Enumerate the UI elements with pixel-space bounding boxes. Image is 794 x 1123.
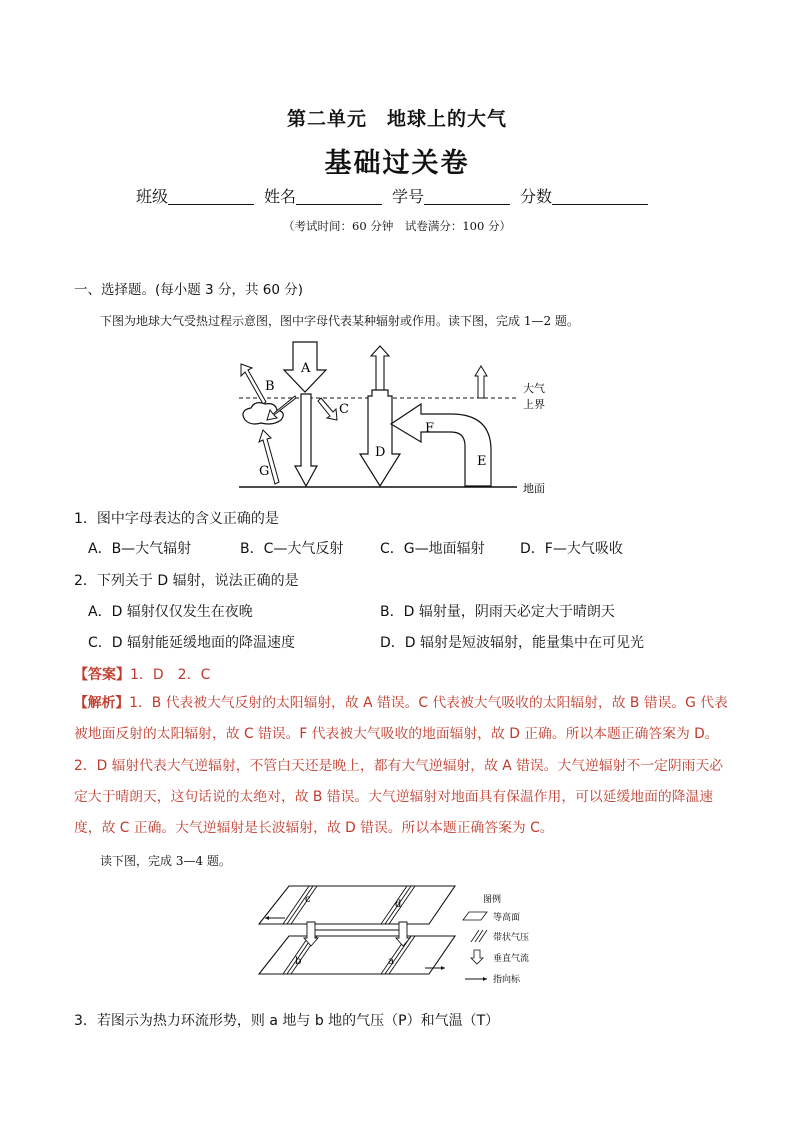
- figure2-intro: 读下图，完成 3—4 题。: [100, 854, 231, 868]
- analysis-line-3: 2．D 辐射代表大气逆辐射，不管白天还是晚上，都有大气逆辐射，故 A 错误。大气逆辐射不一定阴雨天必: [74, 758, 724, 774]
- arrow-up-atmosphere: [371, 346, 389, 390]
- label-ground: 地面: [523, 482, 545, 495]
- label-c: c: [305, 894, 311, 905]
- label-A: A: [301, 361, 311, 376]
- figure1-diagram: [225, 340, 565, 498]
- arrow-E-F: [391, 404, 491, 486]
- analysis-tag: 【解析】: [74, 695, 130, 711]
- q2-option-a[interactable]: A．D 辐射仅仅发生在夜晚: [88, 604, 253, 620]
- section-heading: 一、选择题。(每小题 3 分，共 60 分): [74, 282, 303, 298]
- label-G: G: [259, 464, 270, 479]
- label-B: B: [265, 379, 275, 394]
- label-d: d: [395, 899, 402, 910]
- answer-text: 1．D 2．C: [130, 667, 211, 683]
- question-1: 1．图中字母表达的含义正确的是: [74, 511, 279, 527]
- arrow-A-to-ground: [295, 394, 317, 486]
- legend-swatch-isobaric: [463, 912, 487, 920]
- arrow-C: [318, 398, 337, 420]
- student-info-line: [136, 184, 648, 207]
- analysis-line-1: [74, 694, 728, 712]
- field-class-blank[interactable]: [168, 188, 254, 205]
- label-atmosphere-top-1: 大气: [523, 382, 545, 395]
- question-2: 2．下列关于 D 辐射，说法正确的是: [74, 573, 299, 589]
- arrow-up-ground-escape: [475, 366, 487, 398]
- question-3: 3．若图示为热力环流形势，则 a 地与 b 地的气压（P）和气温（T）: [74, 1013, 500, 1029]
- figure2-diagram: [255, 880, 555, 992]
- field-score-blank[interactable]: [552, 188, 648, 205]
- arrow-D: [360, 390, 400, 486]
- label-a: a: [388, 956, 394, 967]
- label-D: D: [375, 445, 386, 460]
- answer-tag: 【答案】: [74, 667, 130, 683]
- field-score-label: 分数: [520, 187, 553, 206]
- upper-isobaric-surface: [259, 886, 455, 924]
- label-atmosphere-top-2: 上界: [523, 398, 545, 411]
- analysis-line-2: 被地面反射的太阳辐射，故 C 错误。F 代表被大气吸收的地面辐射，故 D 正确。所以本题正确答案为 D。: [74, 726, 719, 742]
- legend-item-indicator: 指向标: [493, 975, 521, 985]
- label-b: b: [295, 956, 302, 967]
- field-class-label: 班级: [136, 187, 169, 206]
- analysis-line-5: 度，故 C 正确。大气逆辐射是长波辐射，故 D 错误。所以本题正确答案为 C。: [74, 820, 554, 836]
- q1-option-c[interactable]: C．G—地面辐射: [380, 541, 485, 557]
- analysis-line-4: 定大于晴朗天，这句话说的太绝对，故 B 错误。大气逆辐射对地面具有保温作用，可以延缓地面的降温速: [74, 789, 714, 805]
- exam-info: （考试时间：60 分钟 试卷满分：100 分）: [283, 219, 511, 233]
- legend-title: 图例: [483, 895, 502, 905]
- analysis-text-1: 1．B 代表被大气反射的太阳辐射，故 A 错误。C 代表被大气吸收的太阳辐射，故 B 错误。G 代表: [129, 695, 728, 711]
- field-id-label: 学号: [392, 187, 425, 206]
- answer-line: [74, 664, 210, 684]
- legend-item-band-pressure: 带状气压: [493, 933, 530, 943]
- q2-option-b[interactable]: B．D 辐射量，阴雨天必定大于晴朗天: [380, 604, 615, 620]
- q1-option-d[interactable]: D．F—大气吸收: [520, 541, 623, 557]
- legend-item-vertical-flow: 垂直气流: [493, 954, 530, 964]
- q1-option-a[interactable]: A．B—大气辐射: [88, 541, 192, 557]
- label-F: F: [425, 421, 435, 436]
- q2-option-d[interactable]: D．D 辐射是短波辐射，能量集中在可见光: [380, 635, 645, 651]
- field-id-blank[interactable]: [424, 188, 510, 205]
- field-name-blank[interactable]: [296, 188, 382, 205]
- cloud: [243, 403, 283, 424]
- field-name-label: 姓名: [264, 187, 297, 206]
- legend-item-isobaric: 等高面: [493, 913, 521, 923]
- paper-title: 基础过关卷: [324, 148, 470, 179]
- q1-option-b[interactable]: B．C—大气反射: [240, 541, 344, 557]
- unit-title: 第二单元 地球上的大气: [286, 108, 507, 130]
- figure1-intro: 下图为地球大气受热过程示意图，图中字母代表某种辐射或作用。读下图，完成 1—2 题。: [100, 314, 579, 328]
- legend-swatch-vertical-flow: [471, 950, 483, 964]
- label-E: E: [477, 454, 487, 469]
- label-C: C: [339, 402, 349, 417]
- q2-option-c[interactable]: C．D 辐射能延缓地面的降温速度: [88, 635, 296, 651]
